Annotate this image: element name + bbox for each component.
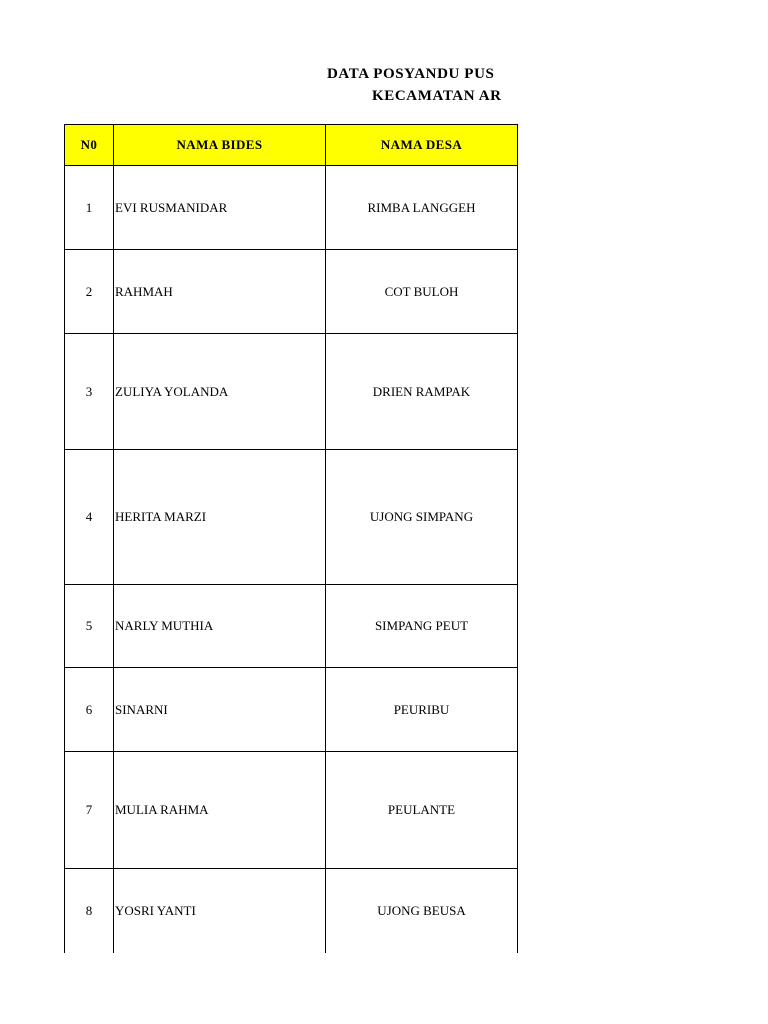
cell-no: 2 — [65, 250, 114, 334]
document-title-line-1: DATA POSYANDU PUS — [327, 66, 495, 82]
cell-nama-bides: SINARNI — [114, 668, 326, 752]
table-header-row — [65, 125, 518, 166]
cell-no: 4 — [65, 450, 114, 585]
cell-nama-desa: UJONG SIMPANG — [326, 450, 518, 585]
table-row — [65, 585, 518, 668]
cell-nama-bides: RAHMAH — [114, 250, 326, 334]
cell-nama-desa: RIMBA LANGGEH — [326, 166, 518, 250]
table-row — [65, 752, 518, 869]
table-row — [65, 869, 518, 953]
cell-nama-bides: NARLY MUTHIA — [114, 585, 326, 668]
table-row — [65, 250, 518, 334]
table-row — [65, 668, 518, 752]
cell-no: 3 — [65, 334, 114, 450]
table-row — [65, 166, 518, 250]
column-header-nama-bides: NAMA BIDES — [114, 125, 326, 166]
cell-nama-bides: YOSRI YANTI — [114, 869, 326, 953]
cell-no: 7 — [65, 752, 114, 869]
cell-no: 8 — [65, 869, 114, 953]
cell-no: 6 — [65, 668, 114, 752]
cell-no: 1 — [65, 166, 114, 250]
cell-nama-desa: UJONG BEUSA — [326, 869, 518, 953]
cell-nama-desa: PEURIBU — [326, 668, 518, 752]
table-row — [65, 450, 518, 585]
posyandu-table — [64, 124, 518, 953]
cell-nama-bides: EVI RUSMANIDAR — [114, 166, 326, 250]
cell-nama-bides: HERITA MARZI — [114, 450, 326, 585]
posyandu-table-frame — [64, 124, 516, 953]
cell-nama-desa: SIMPANG PEUT — [326, 585, 518, 668]
table-row — [65, 334, 518, 450]
cell-nama-bides: MULIA RAHMA — [114, 752, 326, 869]
cell-nama-desa: DRIEN RAMPAK — [326, 334, 518, 450]
column-header-nama-desa: NAMA DESA — [326, 125, 518, 166]
cell-nama-bides: ZULIYA YOLANDA — [114, 334, 326, 450]
document-title-line-2: KECAMATAN AR — [372, 88, 502, 104]
cell-nama-desa: COT BULOH — [326, 250, 518, 334]
column-header-no: N0 — [65, 125, 114, 166]
cell-nama-desa: PEULANTE — [326, 752, 518, 869]
cell-no: 5 — [65, 585, 114, 668]
